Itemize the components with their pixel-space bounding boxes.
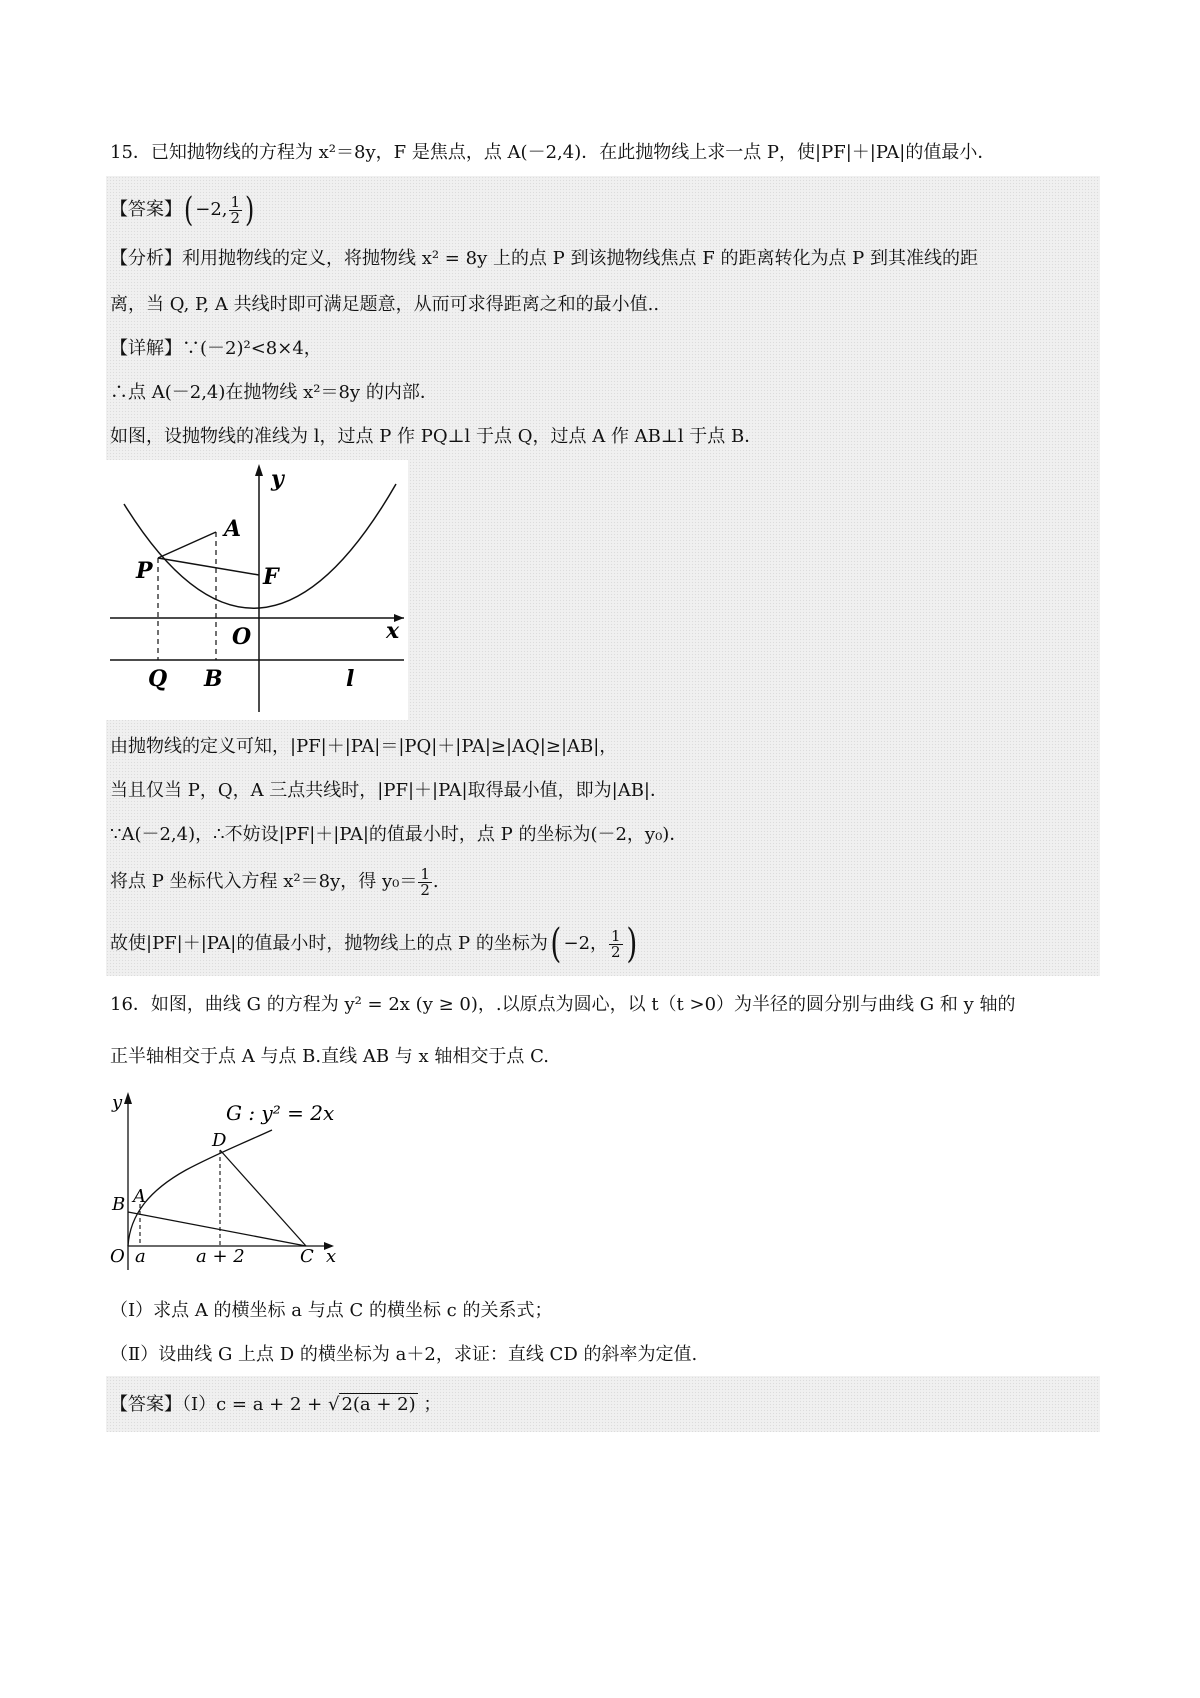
detail7-period: . [432, 871, 439, 892]
coord-fraction: $\frac{1}{2}$ [611, 926, 621, 961]
y-axis-arrow [255, 464, 263, 476]
detail7-text: 将点 P 坐标代入方程 x²＝8y，得 y₀＝ [110, 871, 418, 892]
q15-detail-line5: 当且仅当 P，Q，A 三点共线时，|PF|＋|PA|取得最小值，即为|AB|． [110, 780, 668, 801]
label-a: A [224, 516, 242, 542]
label-q: Q [148, 666, 168, 692]
label-c: C [300, 1246, 314, 1267]
label-tick-a2: a + 2 [196, 1246, 245, 1267]
label-o: O [110, 1246, 125, 1267]
answer-value: −2, [195, 199, 228, 220]
label-l: l [346, 666, 355, 692]
label-x: x [326, 1246, 337, 1267]
label-tick-a: a [135, 1246, 146, 1267]
q15-detail-line8 [110, 922, 639, 966]
q15-detail-line4: 由抛物线的定义可知，|PF|＋|PA|＝|PQ|＋|PA|≥|AQ|≥|AB|， [110, 736, 618, 757]
answer-formula: （Ⅰ）c = a + 2 + [182, 1394, 328, 1415]
label-d: D [212, 1130, 227, 1151]
label-x: x [386, 618, 400, 644]
right-paren: ) [245, 190, 255, 230]
q15-answer [110, 190, 256, 230]
y-axis-arrow [124, 1092, 132, 1104]
curve-g [128, 1130, 272, 1246]
answer-sqrt: 2(a + 2) [341, 1394, 416, 1415]
right-paren: ) [625, 921, 637, 967]
q16-question-line1: 16．如图，曲线 G 的方程为 y² = 2x (y ≥ 0)，.以原点为圆心，以 t（t >0）为半径的圆分别与曲线 G 和 y 轴的 [110, 994, 1016, 1015]
label-o: O [232, 624, 252, 650]
q15-detail-line3: 如图，设抛物线的准线为 l，过点 P 作 PQ⊥l 于点 Q，过点 A 作 AB⊥l 于点 B． [110, 426, 763, 447]
q15-analysis-line1: 【分析】利用抛物线的定义，将抛物线 x² = 8y 上的点 P 到该抛物线焦点 F 的距离转化为点 P 到其准线的距 [110, 248, 978, 269]
segment-pa [158, 532, 216, 558]
q16-question-line2: 正半轴相交于点 A 与点 B.直线 AB 与 x 轴相交于点 C. [110, 1046, 549, 1067]
q15-detail-line1: 【详解】∵(－2)²<8×4， [110, 338, 322, 359]
y0-fraction: $\frac{1}{2}$ [420, 864, 430, 899]
label-b: B [112, 1194, 126, 1215]
segment-pf [158, 558, 259, 575]
q15-detail-line7 [110, 862, 439, 902]
detail8-coord: −2， [563, 933, 609, 954]
answer-label: 【答案】 [110, 199, 182, 220]
parabola-diagram [106, 460, 408, 720]
q16-figure [106, 1086, 366, 1276]
curve-diagram [106, 1086, 366, 1276]
parabola-curve [124, 484, 396, 608]
label-f: F [263, 564, 279, 590]
q15-analysis-line2: 离，当 Q, P, A 共线时即可满足题意，从而可求得距离之和的最小值.. [110, 294, 660, 315]
answer-label: 【答案】 [110, 1394, 182, 1415]
q15-detail-line2: ∴点 A(－2,4)在抛物线 x²＝8y 的内部． [110, 382, 438, 403]
left-paren: ( [183, 190, 194, 230]
label-y: y [112, 1092, 123, 1113]
label-b: B [204, 666, 223, 692]
q16-part1: （Ⅰ）求点 A 的横坐标 a 与点 C 的横坐标 c 的关系式； [110, 1300, 553, 1321]
q16-answer: 【答案】（Ⅰ）c = a + 2 + √ 2(a + 2) ； [110, 1394, 442, 1415]
detail8-text: 故使|PF|＋|PA|的值最小时，抛物线上的点 P 的坐标为 [110, 933, 548, 954]
left-paren: ( [550, 921, 562, 967]
label-y: y [271, 466, 284, 492]
label-p: P [136, 558, 153, 584]
q15-detail-line6: ∵A(－2,4)，∴不妨设|PF|＋|PA|的值最小时，点 P 的坐标为(－2，y₀)． [110, 824, 688, 845]
answer-fraction: $\frac{1}{2}$ [230, 192, 241, 227]
label-a: A [133, 1186, 146, 1207]
label-g: G : y² = 2x [226, 1101, 335, 1125]
q15-question: 15．已知抛物线的方程为 x²＝8y，F 是焦点，点 A(－2,4)．在此抛物线上求一点 P，使|PF|＋|PA|的值最小． [110, 142, 996, 163]
answer-end: ； [417, 1394, 442, 1415]
q15-figure [106, 460, 408, 720]
q16-part2: （Ⅱ）设曲线 G 上点 D 的横坐标为 a＋2，求证：直线 CD 的斜率为定值. [110, 1344, 698, 1365]
